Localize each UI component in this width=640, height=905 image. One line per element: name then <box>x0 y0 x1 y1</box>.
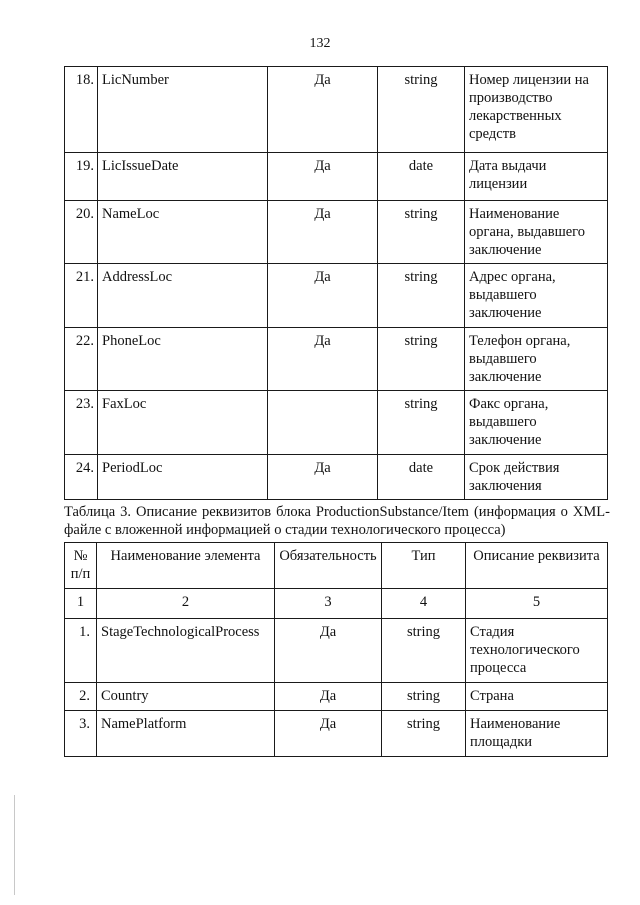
description-value: Страна <box>466 683 608 711</box>
header-number: № п/п <box>65 543 97 589</box>
row-number: 2. <box>65 683 97 711</box>
column-index: 4 <box>382 589 466 619</box>
required-value: Да <box>268 328 378 391</box>
type-value: string <box>378 328 465 391</box>
header-type: Тип <box>382 543 466 589</box>
description-value: Адрес органа, выдавшего заключение <box>465 264 608 328</box>
required-value: Да <box>275 619 382 683</box>
required-value: Да <box>275 711 382 757</box>
type-value: date <box>378 153 465 201</box>
requisites-table-continued <box>64 66 608 500</box>
type-value: string <box>378 67 465 153</box>
required-value: Да <box>268 455 378 500</box>
column-index-row <box>65 589 608 619</box>
header-required: Обязательность <box>275 543 382 589</box>
column-index: 2 <box>97 589 275 619</box>
required-value: Да <box>275 683 382 711</box>
header-element-name: Наименование элемента <box>97 543 275 589</box>
type-value: string <box>382 711 466 757</box>
table-header-row <box>65 543 608 589</box>
production-substance-item-table <box>64 542 608 757</box>
table-row <box>65 391 608 455</box>
column-index: 1 <box>65 589 97 619</box>
table-row <box>65 201 608 264</box>
description-value: Наименование площадки <box>466 711 608 757</box>
table-row <box>65 455 608 500</box>
description-value: Телефон органа, выдавшего заключение <box>465 328 608 391</box>
element-name: PhoneLoc <box>98 328 268 391</box>
table-row <box>65 264 608 328</box>
row-number: 3. <box>65 711 97 757</box>
type-value: string <box>378 264 465 328</box>
type-value: string <box>378 391 465 455</box>
row-number: 24. <box>65 455 98 500</box>
element-name: LicIssueDate <box>98 153 268 201</box>
required-value <box>268 391 378 455</box>
row-number: 23. <box>65 391 98 455</box>
element-name: StageTechnologicalProcess <box>97 619 275 683</box>
row-number: 1. <box>65 619 97 683</box>
header-description: Описание реквизита <box>466 543 608 589</box>
table-row <box>65 619 608 683</box>
row-number: 21. <box>65 264 98 328</box>
table-caption: Таблица 3. Описание реквизитов блока ProductionSubstance/Item (информация о XML-файле с вложенной информацией о стадии технологического процесса) <box>64 504 610 538</box>
row-number: 18. <box>65 67 98 153</box>
element-name: AddressLoc <box>98 264 268 328</box>
type-value: string <box>382 683 466 711</box>
scan-margin-line <box>14 795 15 895</box>
page-number: 132 <box>309 36 331 51</box>
type-value: date <box>378 455 465 500</box>
description-value: Стадия технологического процесса <box>466 619 608 683</box>
row-number: 22. <box>65 328 98 391</box>
element-name: FaxLoc <box>98 391 268 455</box>
table-row <box>65 67 608 153</box>
description-value: Дата выдачи лицензии <box>465 153 608 201</box>
table-row <box>65 711 608 757</box>
element-name: PeriodLoc <box>98 455 268 500</box>
description-value: Номер лицензии на производство лекарственных средств <box>465 67 608 153</box>
required-value: Да <box>268 201 378 264</box>
description-value: Срок действия заключения <box>465 455 608 500</box>
required-value: Да <box>268 153 378 201</box>
type-value: string <box>378 201 465 264</box>
row-number: 19. <box>65 153 98 201</box>
required-value: Да <box>268 264 378 328</box>
element-name: LicNumber <box>98 67 268 153</box>
element-name: Country <box>97 683 275 711</box>
table-row <box>65 153 608 201</box>
row-number: 20. <box>65 201 98 264</box>
required-value: Да <box>268 67 378 153</box>
table-row <box>65 683 608 711</box>
element-name: NamePlatform <box>97 711 275 757</box>
description-value: Факс органа, выдавшего заключение <box>465 391 608 455</box>
table-row <box>65 328 608 391</box>
column-index: 5 <box>466 589 608 619</box>
column-index: 3 <box>275 589 382 619</box>
description-value: Наименование органа, выдавшего заключение <box>465 201 608 264</box>
element-name: NameLoc <box>98 201 268 264</box>
type-value: string <box>382 619 466 683</box>
